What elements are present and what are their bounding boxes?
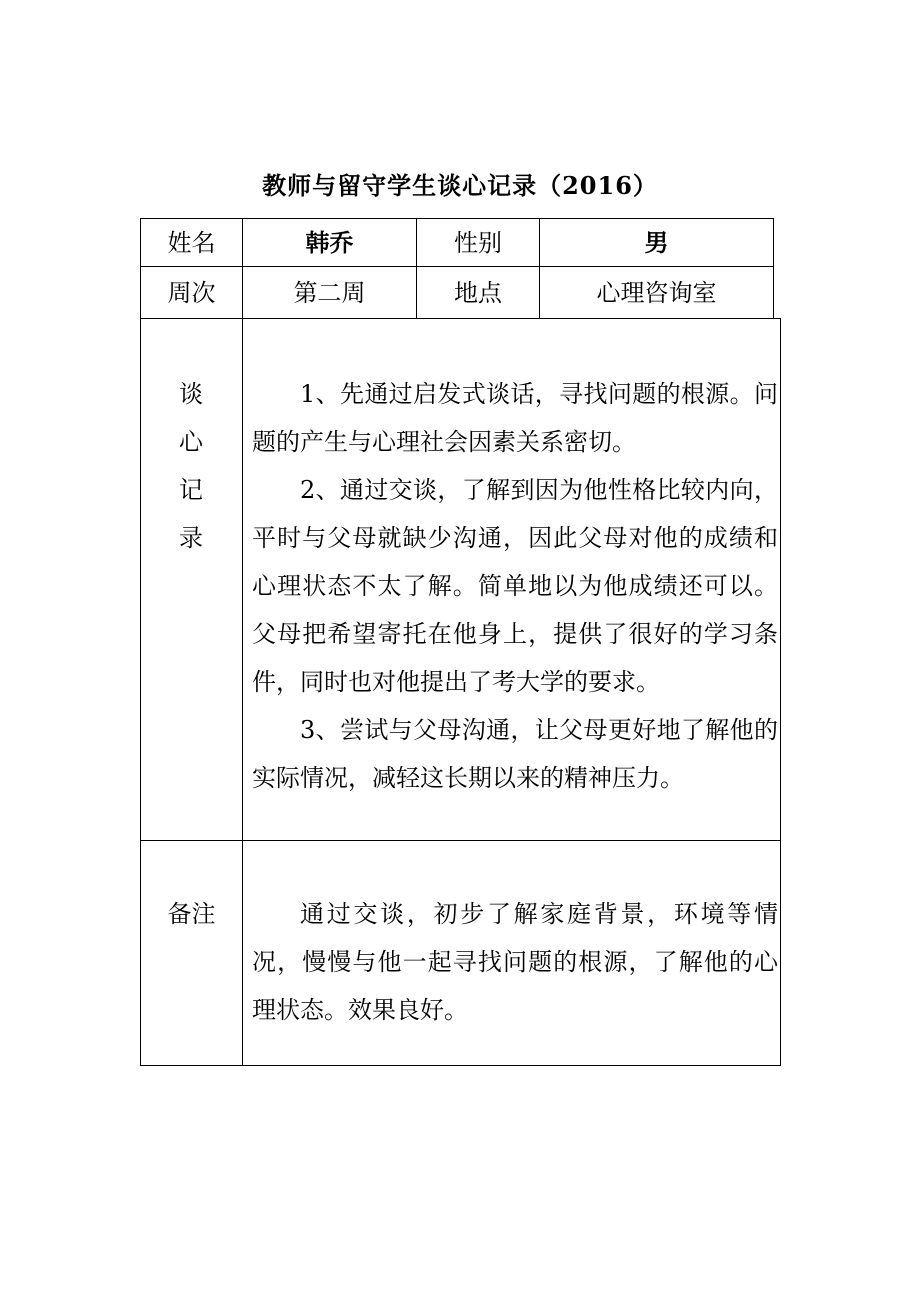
table-column-divider xyxy=(242,218,243,1066)
document-title: 教师与留守学生谈心记录（2016） xyxy=(262,171,658,200)
record-paragraph: 1、先通过启发式谈话，寻找问题的根源。问题的产生与心理社会因素关系密切。 xyxy=(252,380,778,456)
record-label-char: 谈 xyxy=(179,380,203,408)
gender-value: 男 xyxy=(644,227,669,257)
table-row-divider xyxy=(140,840,781,841)
name-value: 韩乔 xyxy=(305,227,354,257)
record-label-char: 心 xyxy=(179,428,203,456)
remarks-content xyxy=(252,890,778,1034)
table-row-divider xyxy=(140,318,781,319)
remarks-label: 备注 xyxy=(167,900,216,928)
table-border-right-upper xyxy=(773,218,774,319)
remarks-paragraph: 通过交谈，初步了解家庭背景，环境等情况，慢慢与他一起寻找问题的根源，了解他的心理状态。效果良好。 xyxy=(252,900,778,1024)
table-border-right xyxy=(780,318,781,1066)
name-label: 姓名 xyxy=(167,228,216,257)
record-paragraph: 2、通过交谈，了解到因为他性格比较内向，平时与父母就缺少沟通，因此父母对他的成绩和心理状态不太了解。简单地以为他成绩还可以。父母把希望寄托在他身上，提供了很好的学习条件，同时也对他提出了考大学的要求。 xyxy=(252,476,778,696)
week-label: 周次 xyxy=(167,278,216,307)
record-paragraph: 3、尝试与父母沟通，让父母更好地了解他的实际情况，减轻这长期以来的精神压力。 xyxy=(252,716,778,792)
gender-label: 性别 xyxy=(454,228,502,257)
location-label: 地点 xyxy=(454,278,502,307)
table-border-bottom xyxy=(140,1065,781,1066)
week-value: 第二周 xyxy=(293,278,366,307)
record-content xyxy=(252,370,778,802)
table-border-left xyxy=(140,218,141,1066)
location-value: 心理咨询室 xyxy=(596,278,717,307)
record-label-char: 记 xyxy=(179,476,203,504)
record-label xyxy=(140,370,242,562)
record-label-char: 录 xyxy=(179,524,203,552)
